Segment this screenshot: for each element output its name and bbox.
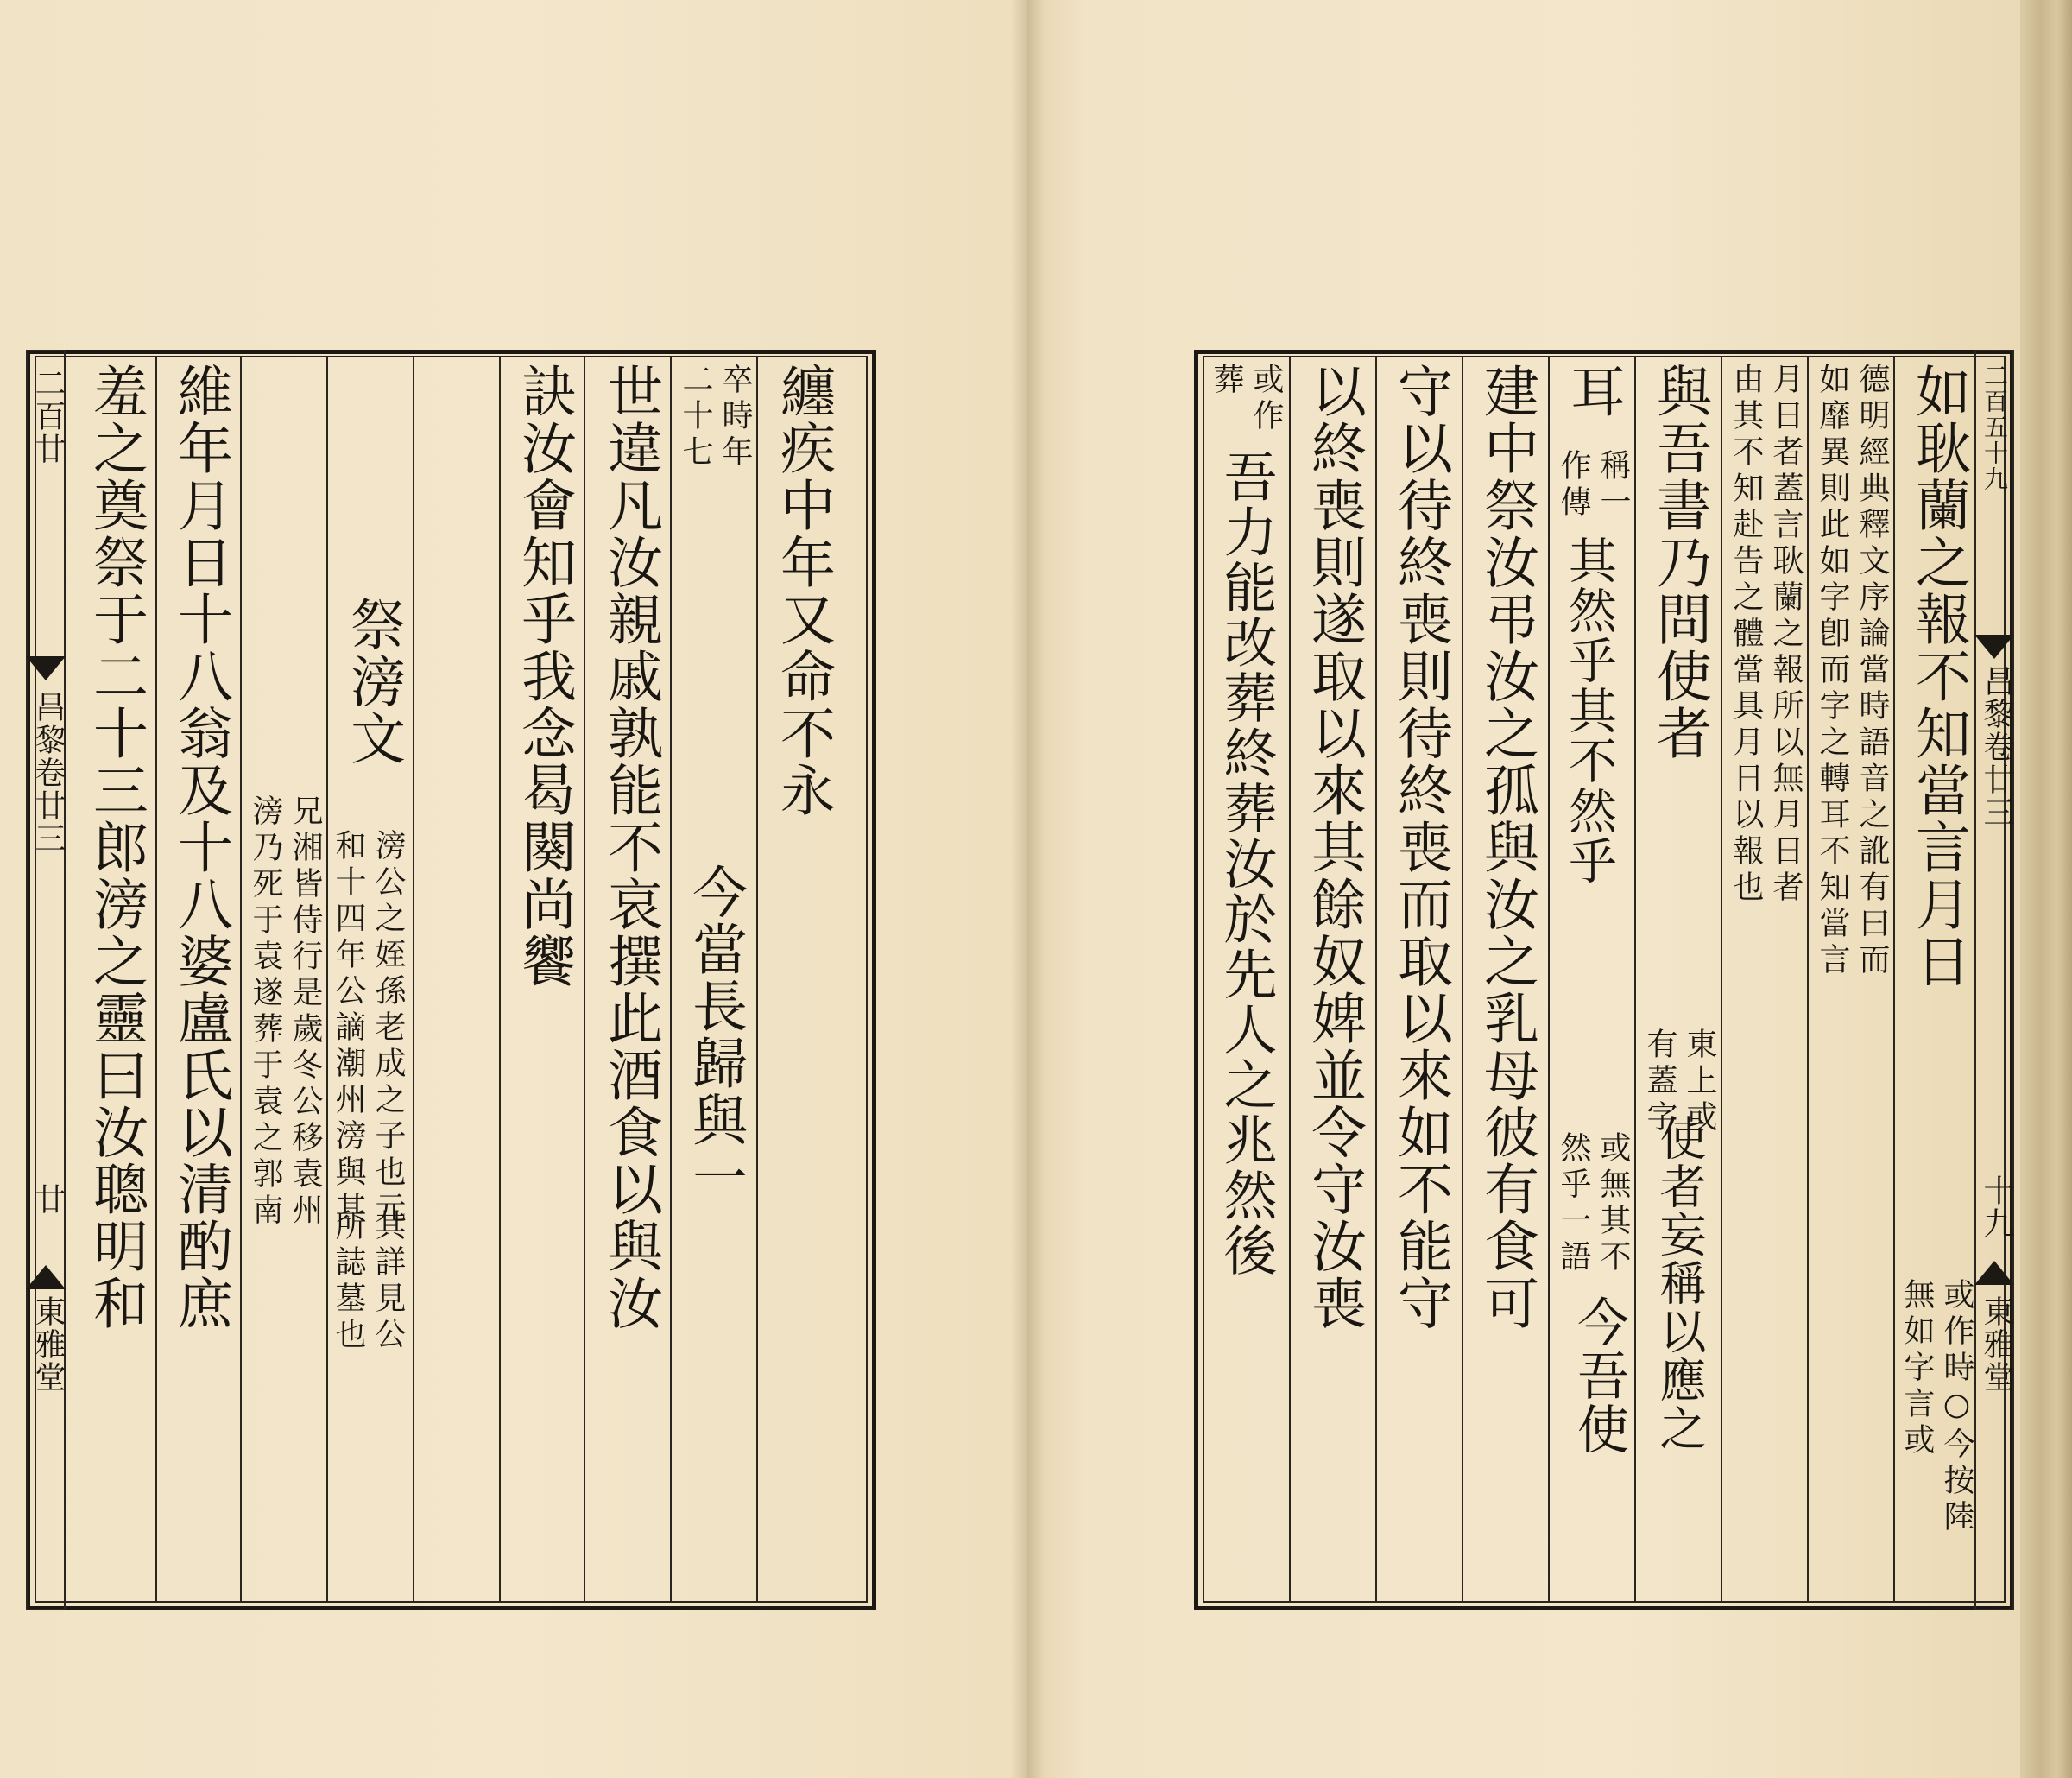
section-note-tail [328, 1209, 407, 1354]
fish-tail-mark-lower [1974, 1261, 2014, 1285]
text-column-r9-note [1206, 363, 1286, 435]
left-margin-title: 昌黎卷廿三 [30, 691, 66, 855]
fish-tail-mark [1974, 635, 2014, 659]
annotation-line: 月日者蓋言耿蘭之報所以無月日者 [1768, 363, 1804, 907]
text-column-r3 [1726, 363, 1805, 907]
text-column-6: 維年月日十八翁及十八婆盧氏以清酌庶 [168, 363, 232, 1332]
text-column-r5-mid: 其然乎其不然乎 [1561, 535, 1617, 886]
text-column-r6: 建中祭汝弔汝之孤與汝之乳母彼有食可 [1475, 363, 1538, 1332]
text-column-1: 纏疾中年又命不永 [771, 363, 835, 819]
annotation-line: 葬 [1209, 363, 1244, 399]
text-column-r4-tail: 使者妄稱以應之 [1652, 1114, 1707, 1452]
annotation-line: 作傳 [1556, 449, 1591, 522]
annotation-line: 二十七 [678, 363, 713, 471]
text-column-r5-note2 [1553, 1131, 1633, 1276]
text-column-r1: 如耿蘭之報不知當言月日 [1906, 363, 1970, 990]
text-column-3: 世違凡汝親戚孰能不哀撰此酒食以與汝 [598, 363, 662, 1332]
fish-tail-mark [26, 656, 66, 680]
annotation-line: 稱一 [1595, 449, 1631, 522]
text-column-2 [675, 363, 755, 471]
left-publisher-mark: 東雅堂 [30, 1295, 66, 1394]
text-column-2-tail: 今當長歸與一 [683, 864, 747, 1205]
annotation-line: 由其不知赴告之體當具月日以報也 [1728, 363, 1764, 907]
text-column-r9: 吾力能改葬終葬汝於先人之兆然後 [1215, 449, 1278, 1278]
right-page-number: 二百五十九 [1980, 363, 2009, 492]
annotation-line: 和十四年公謫潮州滂與其 [331, 829, 366, 1228]
text-column-4: 訣汝會知乎我念曷闋尚饗 [512, 363, 576, 990]
annotation-line: 所誌墓也 [331, 1209, 366, 1354]
text-column-r5-tail: 今吾使 [1569, 1295, 1629, 1456]
section-title-annotation [328, 829, 407, 1228]
text-column-r7: 守以待終喪則待終喪而取以來如不能守 [1388, 363, 1452, 1332]
text-column-7: 羞之奠祭于二十三郎滂之靈曰汝聰明和 [84, 363, 148, 1332]
annotation-line: 德明經典釋文序論當時語音之訛有曰而 [1854, 363, 1890, 979]
annotation-line: 或作 [1248, 363, 1284, 435]
annotation-line: 然乎一語 [1556, 1131, 1591, 1276]
book-gutter [1010, 0, 1045, 1778]
text-column-r4-head: 與吾書乃問使者 [1647, 363, 1711, 762]
annotation-line: 滂乃死于袁遂葬于袁之郭南 [248, 794, 283, 1230]
annotation-line: 兄湘皆侍行是歲冬公移袁州 [287, 794, 323, 1230]
annotation-line: 如靡異則此如字卽而字之轉耳不知當言 [1815, 363, 1850, 979]
text-column-r1-note [1897, 1278, 1976, 1536]
annotation-line: 無如字言或 [1899, 1278, 1935, 1459]
section-note-block [245, 794, 325, 1230]
fish-tail-mark-lower [26, 1265, 66, 1289]
text-column-r2 [1812, 363, 1892, 979]
left-margin-column [26, 350, 66, 1610]
page-edges [2020, 0, 2072, 1778]
annotation-line: 卒時年 [717, 363, 753, 471]
left-leaf-number: 廿 [30, 1183, 66, 1216]
annotation-line: 滂公之姪孫老成之子也元 [370, 829, 406, 1228]
left-page-number: 二百廿 [30, 367, 66, 465]
annotation-line: 或無其不 [1595, 1131, 1631, 1276]
annotation-line: 其詳見公 [370, 1209, 406, 1354]
annotation-line: 東上或 [1682, 1028, 1717, 1136]
annotation-line: 有蓋字 [1642, 1028, 1677, 1136]
section-title-ji-pang-wen: 祭滂文 [341, 596, 405, 767]
text-column-r5-note [1553, 449, 1633, 522]
right-publisher-mark: 東雅堂 [1979, 1295, 2014, 1394]
text-column-r8: 以終喪則遂取以來其餘奴婢並令守汝喪 [1302, 363, 1366, 1332]
text-column-r5-head: 耳 [1561, 363, 1625, 420]
right-margin-column [1974, 350, 2014, 1610]
right-margin-title: 昌黎卷廿三 [1979, 665, 2014, 829]
right-leaf-number: 十九 [1979, 1174, 2014, 1240]
annotation-line: 或作時○今按陸 [1939, 1278, 1974, 1536]
